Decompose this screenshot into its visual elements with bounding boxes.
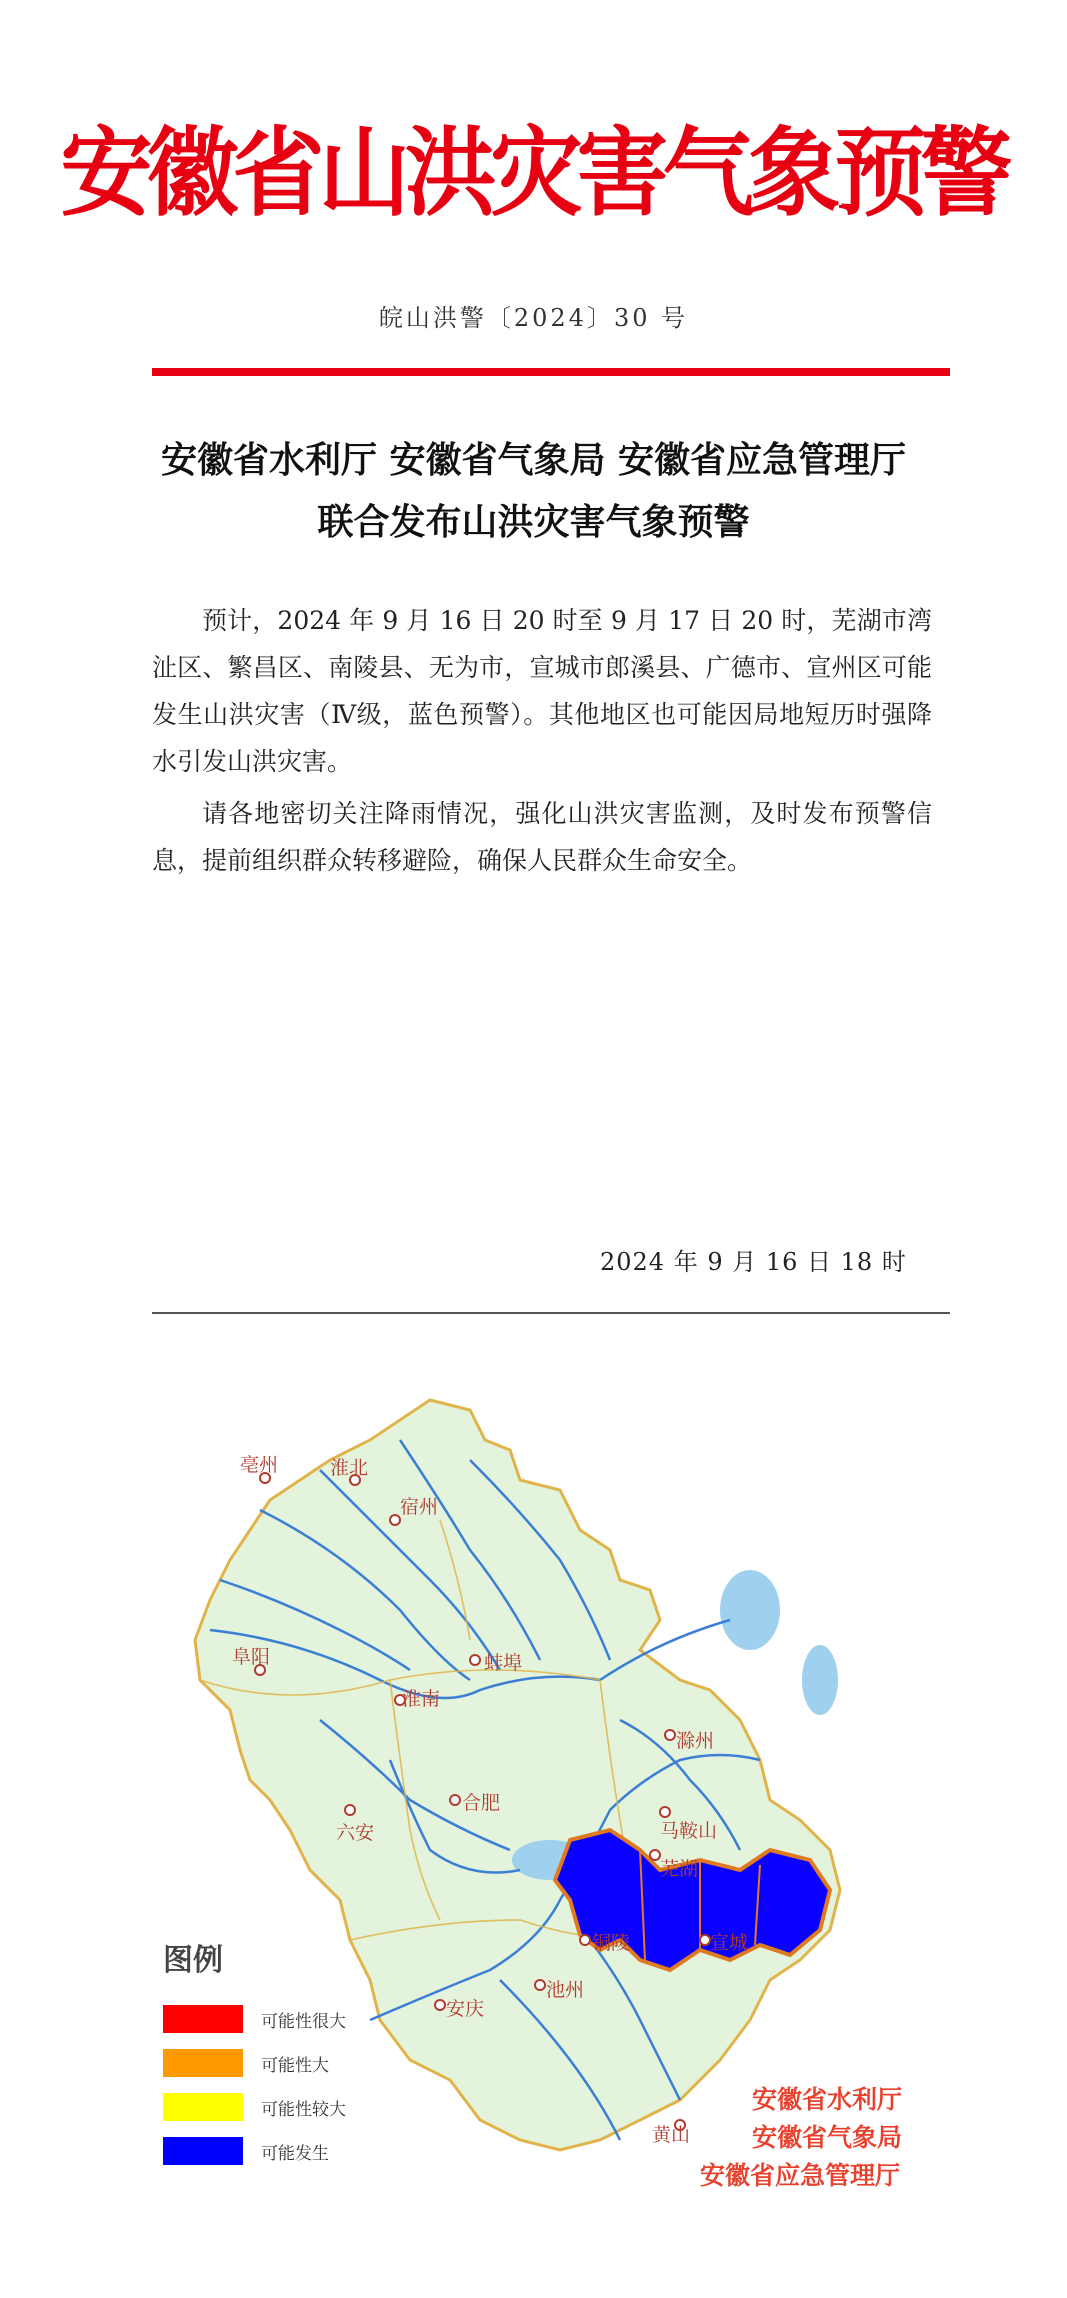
city-label-hefei: 合肥 (462, 1792, 501, 1814)
legend-title: 图例 (163, 1943, 223, 1978)
masthead-title: 安徽省山洪灾害气象预警 (60, 116, 1007, 230)
red-divider (152, 368, 950, 376)
city-label-bengbu: 蚌埠 (484, 1652, 523, 1674)
legend-item-very-likely (163, 1997, 413, 2041)
city-dot-xuancheng (700, 1935, 710, 1945)
legend-swatch (163, 2093, 243, 2121)
issue-date: 2024 年 9 月 16 日 18 时 (600, 1248, 907, 1276)
city-dot-chuzhou (665, 1730, 675, 1740)
legend-label: 可能性大 (261, 2055, 329, 2076)
city-label-wuhu: 芜湖 (660, 1858, 699, 1880)
city-dot-tongling (580, 1935, 590, 1945)
legend-label: 可能发生 (261, 2143, 329, 2164)
city-label-huaibei: 淮北 (330, 1457, 369, 1479)
legend-swatch (163, 2137, 243, 2165)
legend-item-likely (163, 2041, 413, 2085)
city-dot-wuhu (650, 1850, 660, 1860)
legend-label: 可能性较大 (261, 2099, 346, 2120)
city-dot-hefei (450, 1795, 460, 1805)
city-label-maanshan: 马鞍山 (660, 1820, 718, 1842)
city-label-huangshan: 黄山 (652, 2124, 691, 2146)
city-dot-anqing (435, 2000, 445, 2010)
city-label-tongling: 铜陵 (592, 1932, 631, 1954)
issuer-emergency-management: 安徽省应急管理厅 (700, 2161, 901, 2190)
issuer-meteorological: 安徽省气象局 (752, 2123, 903, 2152)
city-label-chuzhou: 滁州 (676, 1730, 715, 1752)
city-dot-luan (345, 1805, 355, 1815)
legend-item-possible (163, 2129, 413, 2173)
gray-divider (152, 1312, 950, 1314)
notice-title-line2: 联合发布山洪灾害气象预警 (317, 501, 750, 543)
legend-swatch (163, 2005, 243, 2033)
city-label-suzhou: 宿州 (400, 1496, 439, 1518)
city-label-huainan: 淮南 (402, 1688, 441, 1710)
city-label-luan: 六安 (336, 1822, 375, 1844)
gaoyou-lake (802, 1645, 838, 1715)
city-label-bozhou: 亳州 (240, 1454, 279, 1476)
body-paragraph-forecast: 预计，2024 年 9 月 16 日 20 时至 9 月 17 日 20 时，芜湖市湾沚区、繁昌区、南陵县、无为市，宣城市郎溪县、广德市、宣州区可能发生山洪灾害（Ⅳ级，蓝色预警）。其他地区也可能因局地短历时强降水引发山洪灾害。 (152, 606, 932, 776)
issuer-water-resources: 安徽省水利厅 (752, 2085, 903, 2114)
city-label-chizhou: 池州 (546, 1979, 585, 2001)
city-dot-bengbu (470, 1655, 480, 1665)
notice-title-line1: 安徽省水利厅 安徽省气象局 安徽省应急管理厅 (160, 439, 907, 481)
city-dot-suzhou (390, 1515, 400, 1525)
city-label-xuancheng: 宣城 (710, 1932, 749, 1954)
legend-swatch (163, 2049, 243, 2077)
legend-label: 可能性很大 (261, 2011, 346, 2032)
document-number: 皖山洪警〔2024〕30 号 (378, 304, 689, 332)
city-label-fuyang: 阜阳 (232, 1646, 271, 1668)
city-dot-chizhou (535, 1980, 545, 1990)
map-legend (163, 1935, 413, 2173)
city-label-anqing: 安庆 (446, 1998, 485, 2020)
hongze-lake (720, 1570, 780, 1650)
legend-item-fairly-likely (163, 2085, 413, 2129)
body-paragraph-instructions: 请各地密切关注降雨情况，强化山洪灾害监测，及时发布预警信息，提前组织群众转移避险，确保人民群众生命安全。 (152, 799, 932, 875)
